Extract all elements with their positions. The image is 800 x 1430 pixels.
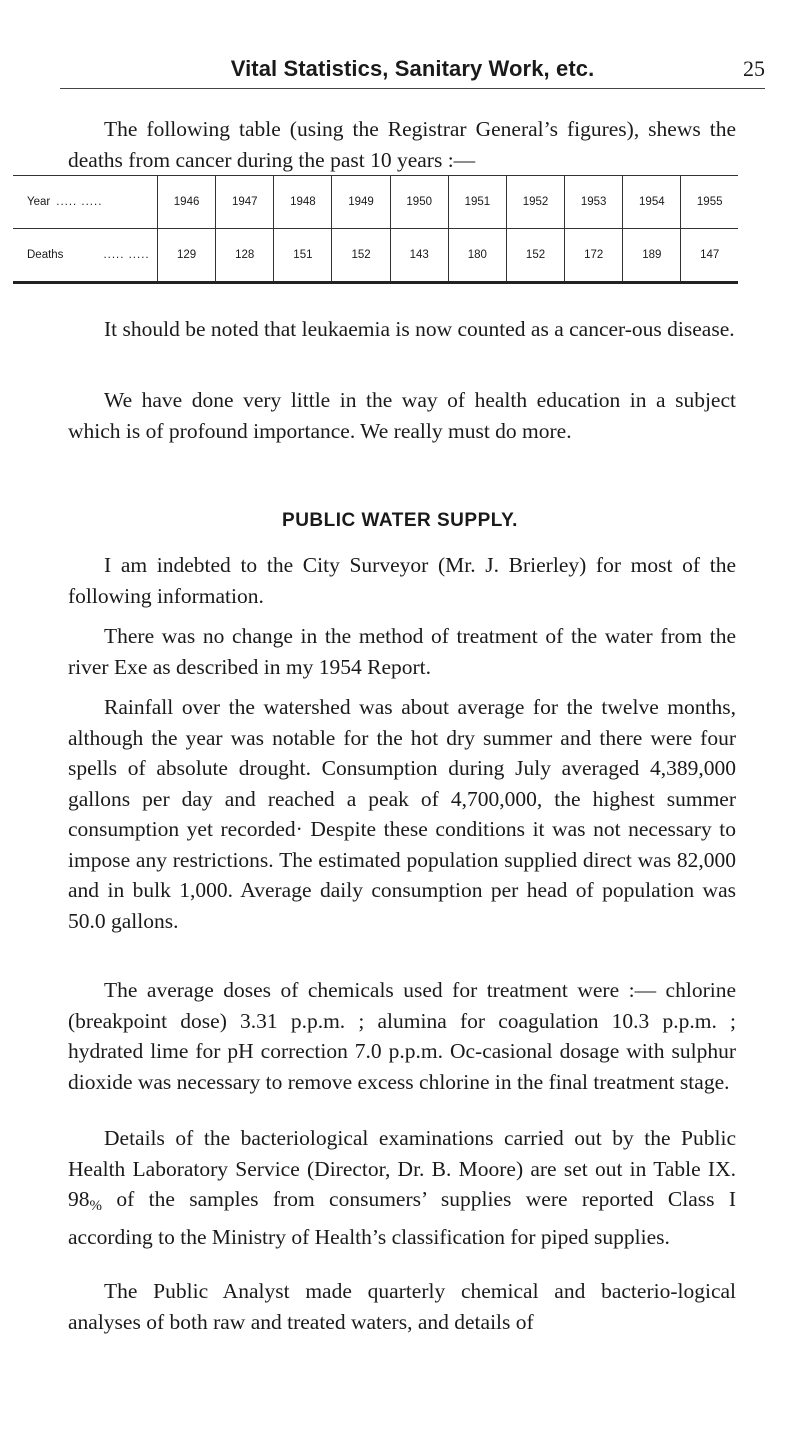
- cancer-deaths-table: [13, 175, 738, 284]
- chemicals-paragraph: [68, 975, 736, 1097]
- leukaemia-note: [68, 314, 736, 345]
- section-heading: PUBLIC WATER SUPPLY.: [282, 510, 518, 531]
- paragraph: The average doses of chemicals used for treatment were :— chlorine (breakpoint dose) 3.31 p.p.m. ; alumina for coagulation 10.3 p.p.m. ; hydrated lime for pH correction 7.0 p.p.m. Oc-casional dosage with sulphur dioxide was necessary to remove excess chlorine in the final treatment stage.: [68, 978, 736, 1094]
- page-header: [60, 52, 765, 89]
- percent-sign: %: [89, 1198, 102, 1214]
- leader-dots: ..... .....: [56, 196, 103, 208]
- year-cell: 1955: [681, 176, 738, 229]
- running-title: Vital Statistics, Sanitary Work, etc.: [230, 56, 595, 81]
- paragraph: The Public Analyst made quarterly chemical and bacterio-logical analyses of both raw and treated waters, and details of: [68, 1279, 736, 1334]
- deaths-cell: 143: [390, 229, 448, 283]
- year-cell: 1947: [216, 176, 274, 229]
- table-intro: [68, 114, 736, 175]
- year-cell: 1950: [390, 176, 448, 229]
- year-cell: 1954: [623, 176, 681, 229]
- deaths-cell: 180: [448, 229, 506, 283]
- water-paragraph-1: [68, 550, 736, 611]
- public-analyst-paragraph: [68, 1276, 736, 1337]
- table-row-year: [13, 176, 738, 229]
- year-cell: 1953: [565, 176, 623, 229]
- paragraph: I am indebted to the City Surveyor (Mr. J. Brierley) for most of the following information.: [68, 553, 736, 608]
- table-row-deaths: [13, 229, 738, 283]
- health-education-note: [68, 385, 736, 446]
- deaths-cell: 152: [506, 229, 564, 283]
- year-cell: 1948: [274, 176, 332, 229]
- deaths-cell: 147: [681, 229, 738, 283]
- row-label-deaths: Deaths ..... .....: [13, 229, 158, 283]
- rainfall-paragraph: [68, 692, 736, 936]
- page-number: 25: [743, 56, 765, 81]
- deaths-cell: 129: [158, 229, 216, 283]
- deaths-cell: 172: [565, 229, 623, 283]
- paragraph: It should be noted that leukaemia is now counted as a cancer-ous disease.: [104, 317, 735, 341]
- intro-paragraph: The following table (using the Registrar General’s figures), shews the deaths from cancer during the past 10 years :—: [68, 117, 736, 172]
- water-paragraph-2: [68, 621, 736, 682]
- paragraph: There was no change in the method of treatment of the water from the river Exe as described in my 1954 Report.: [68, 624, 736, 679]
- paragraph: Details of the bacteriological examinations carried out by the Public Health Laboratory Service (Director, Dr. B. Moore) are set out in Table IX. 98% of the samples from consumers’ supplies were reported Class I according to the Ministry of Health’s classification for piped supplies.: [68, 1126, 736, 1249]
- year-cell: 1946: [158, 176, 216, 229]
- deaths-cell: 151: [274, 229, 332, 283]
- deaths-cell: 152: [332, 229, 390, 283]
- year-cell: 1951: [448, 176, 506, 229]
- year-cell: 1952: [506, 176, 564, 229]
- year-cell: 1949: [332, 176, 390, 229]
- deaths-cell: 189: [623, 229, 681, 283]
- paragraph: We have done very little in the way of health education in a subject which is of profound importance. We really must do more.: [68, 388, 736, 443]
- bacteriology-paragraph: [68, 1123, 736, 1252]
- leader-dots: ..... .....: [103, 249, 150, 261]
- row-label-year: Year ..... .....: [13, 176, 158, 229]
- deaths-cell: 128: [216, 229, 274, 283]
- paragraph: Rainfall over the watershed was about average for the twelve months, although the year was notable for the hot dry summer and there were four spells of absolute drought. Consumption during July averaged 4,389,000 gallons per day and reached a peak of 4,700,000, the highest summer consumption yet recorded· Despite these conditions it was not necessary to impose any restrictions. The estimated population supplied direct was 82,000 and in bulk 1,000. Average daily consumption per head of population was 50.0 gallons.: [68, 695, 736, 933]
